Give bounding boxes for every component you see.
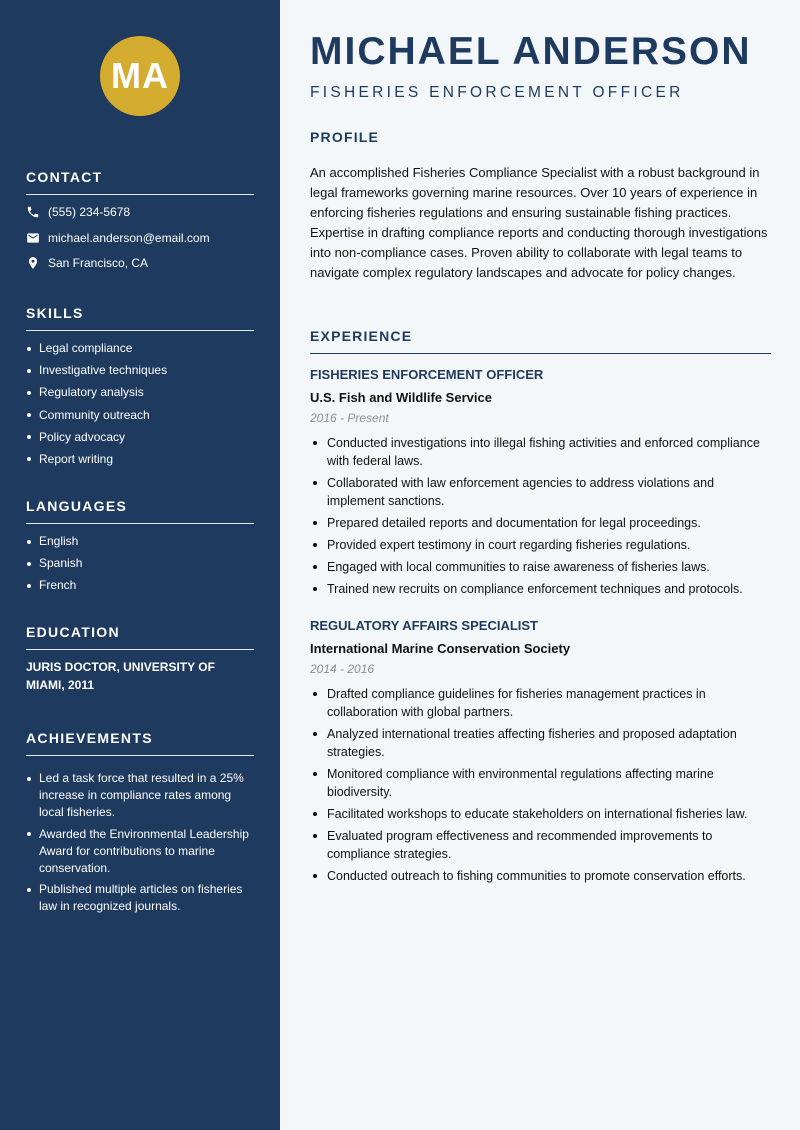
main-content xyxy=(280,0,800,1130)
skill-item: Community outreach xyxy=(26,404,256,426)
sidebar xyxy=(0,0,280,1130)
job-bullets xyxy=(310,685,772,889)
contact-heading: CONTACT xyxy=(26,169,254,195)
profile-text: An accomplished Fisheries Compliance Specialist with a robust background in legal frameworks governing marine resources. Over 10 years of experience in enforcing fisheries regulations and ensuring sustainable fishing practices. Expertise in drafting compliance reports and conducting thorough investigations into non-compliance cases. Proven ability to collaborate with legal teams to navigate complex regulatory landscapes and advocate for policy changes. xyxy=(310,165,768,280)
achievement-item: Awarded the Environmental Leadership Award for contributions to marine conservation. xyxy=(26,826,250,877)
candidate-name: MICHAEL ANDERSON xyxy=(310,30,752,73)
avatar: MA xyxy=(100,36,180,116)
location-pin-icon xyxy=(26,256,40,270)
job-role: FISHERIES ENFORCEMENT OFFICER xyxy=(310,367,544,382)
job-dates: 2016 - Present xyxy=(310,411,389,425)
achievement-item: Published multiple articles on fisheries law in recognized journals. xyxy=(26,881,250,915)
job-bullet: Evaluated program effectiveness and recommended improvements to compliance strategies. xyxy=(310,827,772,863)
achievement-item: Led a task force that resulted in a 25% increase in compliance rates among local fisheries. xyxy=(26,770,250,821)
skill-item: Report writing xyxy=(26,448,256,470)
job-bullet: Drafted compliance guidelines for fisheries management practices in collaboration with global partners. xyxy=(310,685,772,721)
job-bullet: Prepared detailed reports and documentation for legal proceedings. xyxy=(310,514,772,532)
achievements-heading: ACHIEVEMENTS xyxy=(26,730,254,756)
education-heading: EDUCATION xyxy=(26,624,254,650)
skill-item: Legal compliance xyxy=(26,337,256,359)
experience-heading: EXPERIENCE xyxy=(310,328,771,354)
job-bullet: Analyzed international treaties affecting fisheries and proposed adaptation strategies. xyxy=(310,725,772,761)
profile-heading: PROFILE xyxy=(310,129,380,145)
job-bullet: Facilitated workshops to educate stakeholders on international fisheries law. xyxy=(310,805,772,823)
phone-text: (555) 234-5678 xyxy=(48,205,131,219)
job-bullet: Provided expert testimony in court regarding fisheries regulations. xyxy=(310,536,772,554)
skills-heading: SKILLS xyxy=(26,305,254,331)
job-bullet: Trained new recruits on compliance enforcement techniques and protocols. xyxy=(310,580,772,598)
contact-email xyxy=(26,228,210,248)
job-organization: U.S. Fish and Wildlife Service xyxy=(310,390,492,405)
language-item: English xyxy=(26,530,256,552)
language-item: French xyxy=(26,574,256,596)
job-organization: International Marine Conservation Society xyxy=(310,641,571,656)
job-bullet: Engaged with local communities to raise awareness of fisheries laws. xyxy=(310,558,772,576)
achievements-list xyxy=(26,770,250,920)
job-bullets xyxy=(310,434,772,602)
skill-item: Investigative techniques xyxy=(26,359,256,381)
candidate-title: FISHERIES ENFORCEMENT OFFICER xyxy=(310,84,684,101)
job-bullet: Monitored compliance with environmental regulations affecting marine biodiversity. xyxy=(310,765,772,801)
email-text: michael.anderson@email.com xyxy=(48,231,210,245)
location-text: San Francisco, CA xyxy=(48,256,149,270)
language-item: Spanish xyxy=(26,552,256,574)
contact-phone xyxy=(26,202,130,222)
job-role: REGULATORY AFFAIRS SPECIALIST xyxy=(310,618,539,633)
job-bullet: Conducted investigations into illegal fishing activities and enforced compliance with federal laws. xyxy=(310,434,772,470)
job-bullet: Collaborated with law enforcement agencies to address violations and implement sanctions. xyxy=(310,474,772,510)
languages-heading: LANGUAGES xyxy=(26,498,254,524)
phone-icon xyxy=(26,205,40,219)
contact-location xyxy=(26,253,148,273)
skills-list xyxy=(26,337,256,470)
languages-list xyxy=(26,530,256,597)
skill-item: Regulatory analysis xyxy=(26,381,256,403)
education-degree: JURIS DOCTOR, UNIVERSITY OF MIAMI, 2011 xyxy=(26,660,215,692)
job-bullet: Conducted outreach to fishing communities to promote conservation efforts. xyxy=(310,867,772,885)
skill-item: Policy advocacy xyxy=(26,426,256,448)
email-icon xyxy=(26,231,40,245)
job-dates: 2014 - 2016 xyxy=(310,662,375,676)
